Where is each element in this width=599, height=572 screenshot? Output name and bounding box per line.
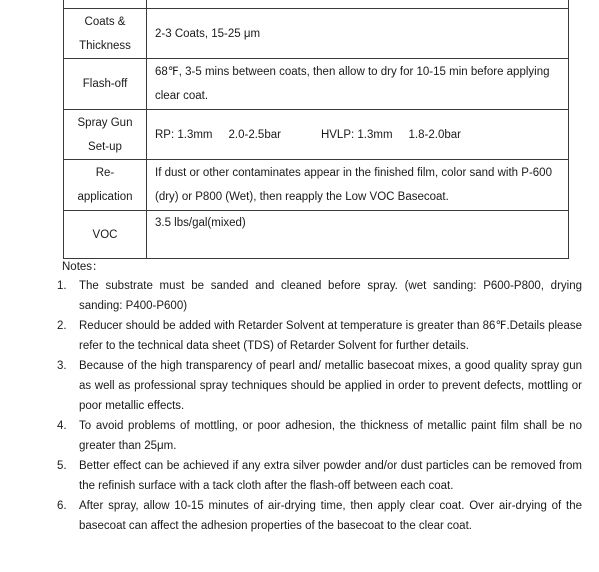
row-value: If dust or other contaminates appear in the finished film, color sand with P-600 (dry) or P800 (Wet), then reapply the Low VOC Basecoat. [147,160,569,211]
row-label: Re- [95,167,115,179]
row-value: 68℉, 3-5 mins between coats, then allow to dry for 10-15 min before applying clear coat. [147,59,569,110]
table-row [64,110,569,160]
notes-title: Notes： [62,261,104,273]
hvlp-nozzle: HVLP: 1.3mm [320,128,393,141]
list-item-text: Because of the high transparency of pearl and/ metallic basecoat mixes, a good quality spray gun as well as professional spray techniques should be applied in order to prevent defects, mottling or poor metallic effects. [79,360,582,412]
list-item [57,316,582,356]
row-label-cell [64,160,147,211]
list-item [57,356,582,416]
table-row [64,211,569,259]
table-row [64,59,569,110]
notes-section [57,258,582,536]
spray-gun-setup-cell [147,110,569,160]
row-label: Coats & [84,15,126,28]
list-number: 1. [57,280,67,292]
list-item [57,496,582,536]
rp-pressure: 2.0-2.5bar [228,128,281,141]
list-item-text: Better effect can be achieved if any extra silver powder and/or dust particles can be removed from the refinish surface with a tack cloth after the flash-off between each coat. [79,460,582,492]
list-item-text: To avoid problems of mottling, or poor adhesion, the thickness of metallic paint film shall be no greater than 25μm. [79,420,582,452]
list-item [57,416,582,456]
row-value: 3.5 lbs/gal(mixed) [147,211,569,259]
row-label: Set-up [88,140,122,153]
table-row [64,160,569,211]
row-value-cell [147,0,569,9]
list-number: 3. [57,360,67,372]
list-item [57,456,582,496]
list-item-text: Reducer should be added with Retarder Solvent at temperature is greater than 86℉.Details please refer to the technical data sheet (TDS) of Retarder Solvent for further details. [79,320,582,352]
row-label-cell [64,0,147,9]
row-label: application [77,191,133,203]
rp-nozzle: RP: 1.3mm [155,128,213,141]
list-item-text: The substrate must be sanded and cleaned before spray. (wet sanding: P600-P800, drying sanding: P400-P600) [79,280,582,312]
spec-table [63,0,569,259]
row-label-cell [64,110,147,160]
list-item-text: After spray, allow 10-15 minutes of air-drying time, then apply clear coat. Over air-drying of the basecoat can affect the adhesion properties of the basecoat to the clear coat. [79,500,582,532]
table-row [64,0,569,9]
row-label-cell [64,9,147,59]
row-label: Spray Gun [77,116,133,129]
list-number: 6. [57,500,67,512]
row-label: Flash-off [64,59,147,110]
list-number: 2. [57,320,67,332]
notes-list [57,276,582,536]
list-item [57,276,582,316]
list-number: 5. [57,460,67,472]
hvlp-pressure: 1.8-2.0bar [408,128,461,141]
row-label: VOC [64,211,147,259]
table-row [64,9,569,59]
list-number: 4. [57,420,67,432]
row-label: Thickness [79,39,131,52]
row-value: 2-3 Coats, 15-25 μm [147,9,569,59]
